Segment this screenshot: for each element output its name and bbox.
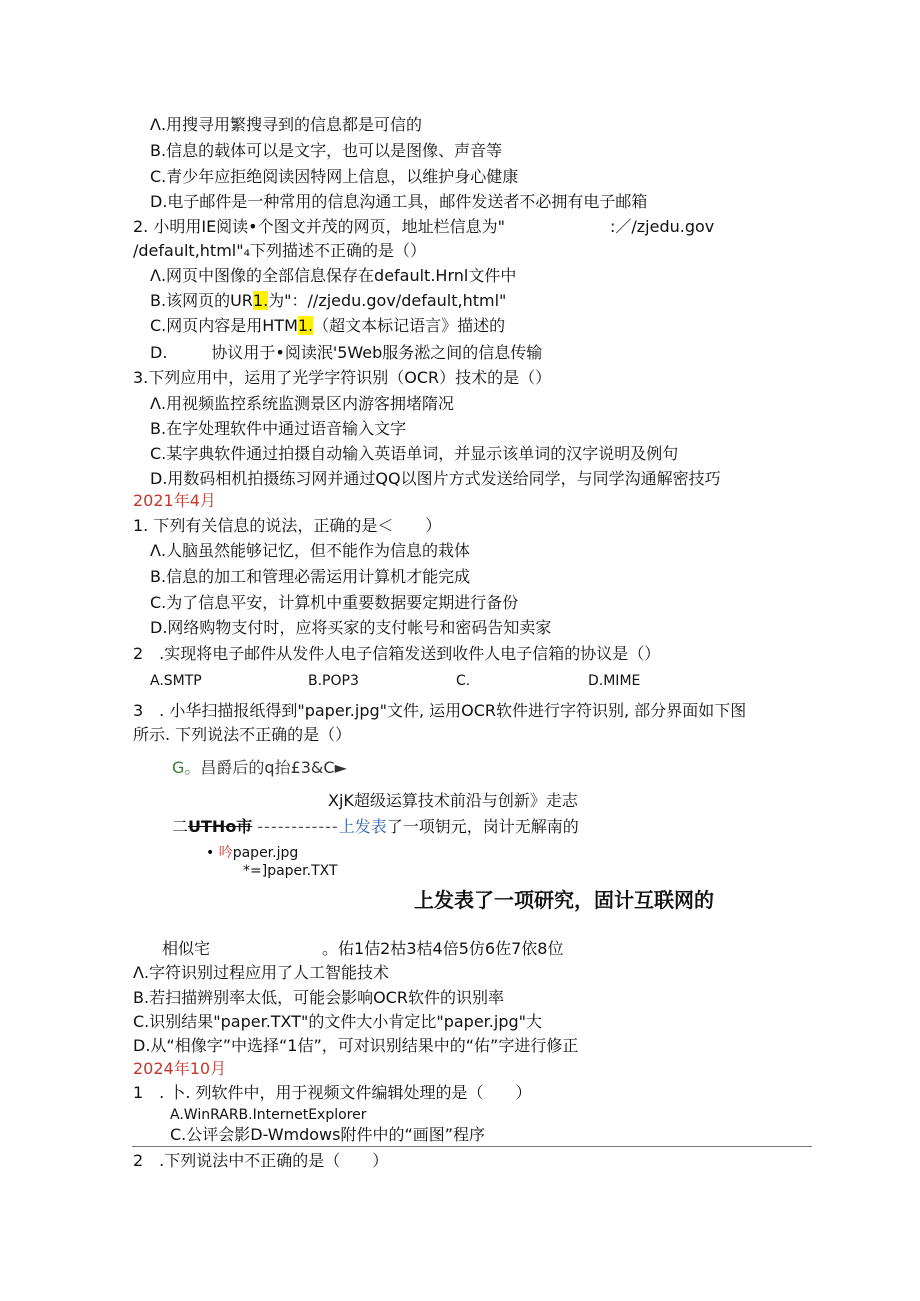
question-stem: 2. 小明用IE阅读•个图文并茂的网页，地址栏信息为"	[133, 217, 505, 236]
option-d: D.MIME	[588, 673, 641, 689]
option-b: B.POP3	[308, 673, 359, 689]
ocr-toolbar-icon: G。	[172, 758, 201, 777]
ocr-result-preview: 上发表了一项研究，固计互联网的	[414, 888, 714, 912]
question-stem-url: :／/zjedu.gov	[610, 217, 715, 236]
option-b: B.在字处理软件中通过语音输入文字	[150, 419, 407, 438]
option-a: Λ.用搜寻用繁搜寻到的信息都是可信的	[150, 115, 423, 134]
ocr-doc-title: XjK超级运算技术前沿与创新》走志	[328, 791, 578, 810]
option-d: D.网络购物支付时，应将买家的支付帐号和密码告知卖家	[150, 618, 552, 637]
option-a: Λ.字符识别过程应用了人工智能技术	[133, 963, 390, 982]
option-cd: C.公评会影D-Wmdows附件中的“画图”程序	[170, 1125, 486, 1144]
option-c: C.识别结果"paper.TXT"的文件大小肯定比"paper.jpg"大	[133, 1012, 542, 1031]
bullet-icon: •	[206, 845, 215, 861]
question-stem: 3.下列应用中，运用了光学字符识别（OCR）技术的是（）	[133, 368, 552, 387]
similar-char-candidates[interactable]: 。佑1佶2枯3桔4倍5仿6佐7依8位	[322, 939, 564, 958]
option-ab: A.WinRARB.InternetExplorer	[170, 1107, 367, 1123]
image-file-icon: 吟	[218, 845, 233, 861]
question-stem: 1 . 卜. 列软件中，用于视频文件编辑处理的是（ ）	[133, 1083, 532, 1102]
similar-char-label: 相似宅	[162, 939, 211, 958]
highlight-mark: 1.	[297, 316, 314, 335]
section-heading-2024: 2024年10月	[133, 1059, 227, 1078]
question-stem: 2 .实现将电子邮件从发件人电子信箱发送到收件人电子信箱的协议是（）	[133, 644, 661, 663]
option-c: C.青少年应拒绝阅读因特网上信息，以维护身心健康	[150, 167, 519, 186]
question-stem-cont: 所示. 下列说法不正确的是（）	[133, 725, 352, 744]
ocr-text-row: 二UTHo市 ------------上发表了一项钥元，岗计无解南的	[172, 817, 579, 836]
option-b: B.信息的加工和管理必需运用计算机才能完成	[150, 567, 471, 586]
option-a: Λ.人脑虽然能够记忆，但不能作为信息的栽体	[150, 541, 471, 560]
section-heading-2021: 2021年4月	[133, 491, 216, 510]
option-d: D.从“相像字”中选择“1佶”，可对识别结果中的“佑”字进行修正	[133, 1036, 579, 1055]
question-stem: 3 . 小华扫描报纸得到"paper.jpg"文件, 运用OCR软件进行字符识别, 部分界面如下图	[133, 701, 747, 720]
option-b: B.该网页的UR1.为"：//zjedu.gov/default,html"	[150, 291, 507, 310]
option-c: C.某字典软件通过拍摄自动输入英语单词，并显示该单词的汉字说明及例句	[150, 444, 679, 463]
divider	[132, 1146, 812, 1147]
option-d: D.用数码相机拍摄练习网并通过QQ以图片方式发送给同学，与同学沟通解密技巧	[150, 469, 721, 488]
ocr-toolbar	[172, 757, 347, 779]
option-b: B.信息的载体可以是文字，也可以是图像、声音等	[150, 141, 503, 160]
option-c: C.	[456, 673, 471, 689]
option-a: A.SMTP	[150, 673, 202, 689]
ocr-toolbar-text: 昌爵后的q抬£3&C►	[200, 758, 347, 777]
option-d: D.电子邮件是一种常用的信息沟通工具，邮件发送者不必拥有电子邮箱	[150, 192, 648, 211]
option-c: C.网页内容是用HTM1.（超文本标记语言》描述的	[150, 316, 506, 335]
file-item-jpg[interactable]: • 吟paper.jpg	[206, 845, 299, 861]
option-b: B.若扫描辨别率太低，可能会影响OCR软件的识别率	[133, 988, 504, 1007]
question-stem-cont: /default,html"₄下列描述不正确的是（）	[133, 241, 426, 260]
question-stem: 2 .下列说法中不正确的是（ ）	[133, 1151, 389, 1170]
option-a: Λ.网页中图像的全部信息保存在default.Hrnl文件中	[150, 266, 517, 285]
highlight-mark: 1.	[252, 291, 269, 310]
question-stem: 1. 下列有关信息的说法，正确的是＜ ）	[133, 516, 442, 535]
option-c: C.为了信息平安，计算机中重要数据要定期进行备份	[150, 593, 519, 612]
file-item-txt[interactable]: *=]paper.TXT	[243, 863, 338, 879]
option-d: D. 协议用于•阅读泯'5Web服务淞之间的信息传输	[150, 343, 543, 362]
option-a: Λ.用视频监控系统监测景区内游客拥堵隋况	[150, 394, 455, 413]
